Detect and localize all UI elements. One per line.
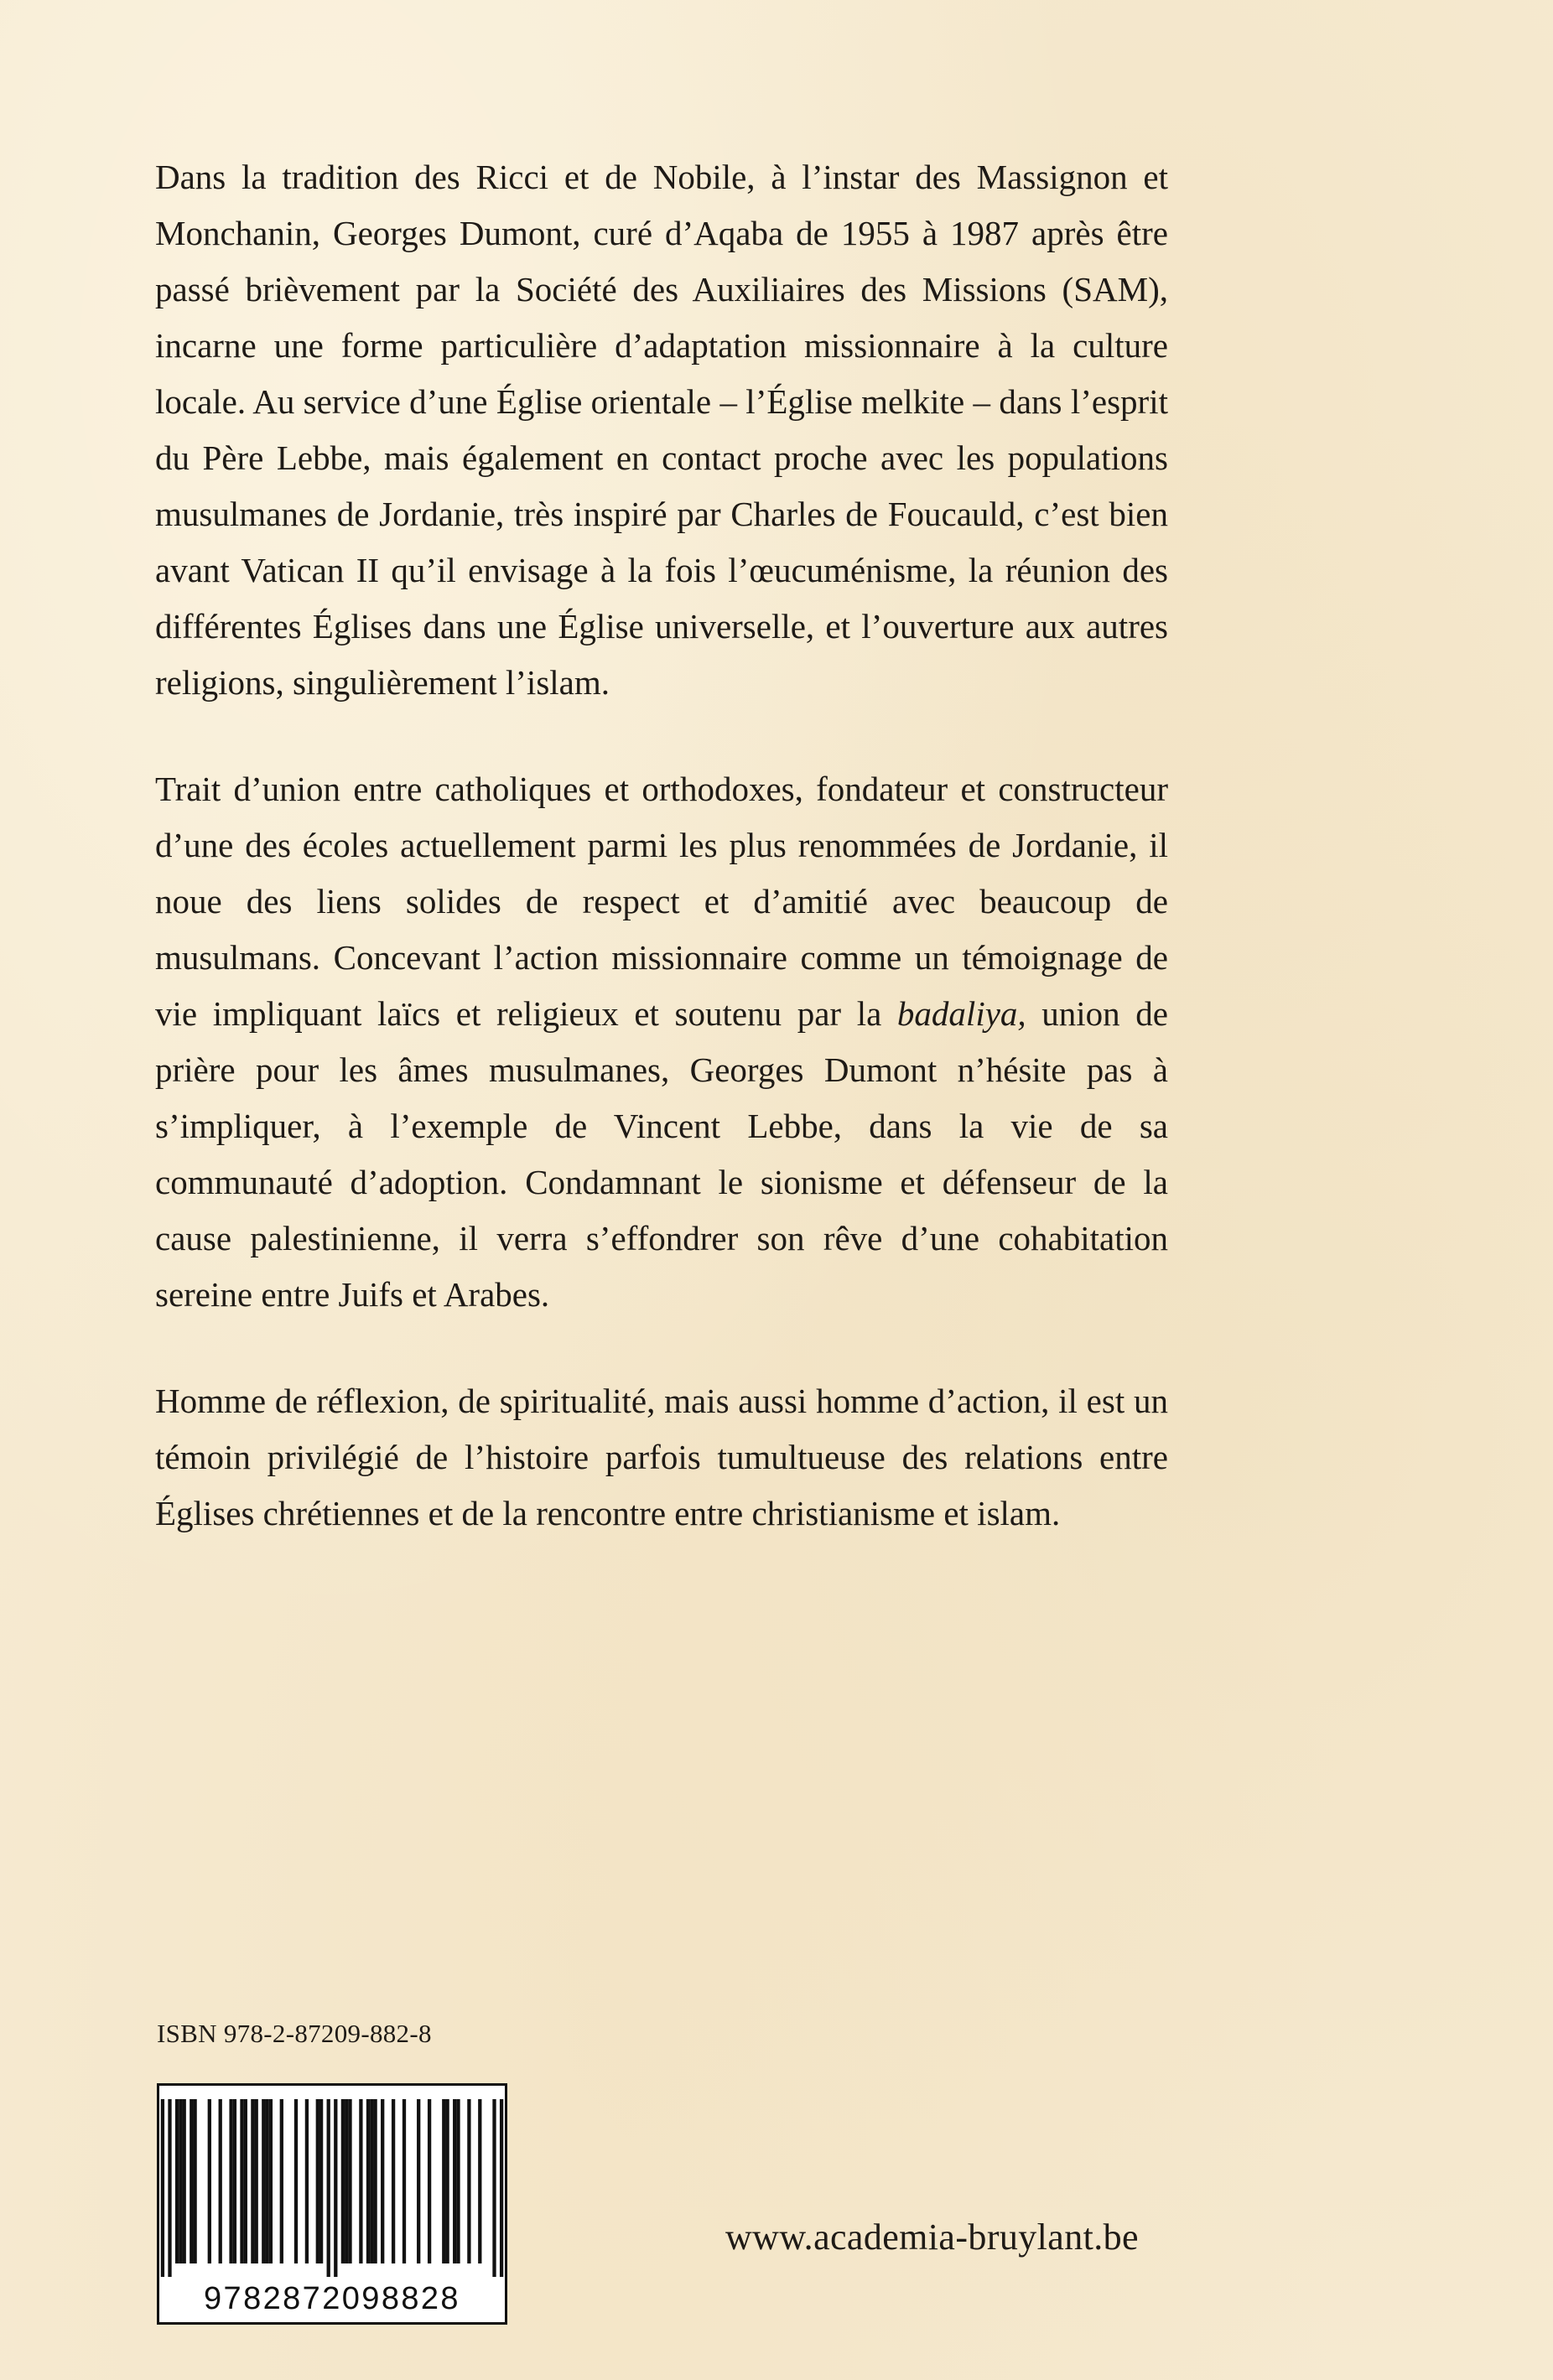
barcode-bar xyxy=(327,2099,330,2277)
barcode-bar xyxy=(478,2099,481,2263)
barcode-bar xyxy=(244,2099,247,2263)
barcode-bar xyxy=(442,2099,445,2263)
paragraph-text: Dans la tradition des Ricci et de Nobile, à l’instar des Massignon et Monchanin, Georges Dumont, curé d’Aqaba de 1955 à 1987 après être passé brièvement par la Société des Auxiliaires des Missions (SAM), incarne une forme particulière d’adaptation missionnaire à la culture locale. Au service d’une Église orientale – l’Église melkite – dans l’esprit du Père Lebbe, mais également en contact proche avec les populations musulmanes de Jordanie, très inspiré par Charles de Foucauld, c’est bien avant Vatican II qu’il envisage à la fois l’œucuménisme, la réunion des différentes Églises dans une Église universelle, et l’ouverture aux autres religions, singulièrement l’islam. xyxy=(155,158,1168,702)
publisher-website[interactable]: www.academia-bruylant.be xyxy=(725,2217,1139,2258)
barcode-bar xyxy=(229,2099,232,2263)
barcode-bar xyxy=(269,2099,273,2263)
paragraph-text: Homme de réflexion, de spiritualité, mais aussi homme d’action, il est un témoin privilégié de l’histoire parfois tumultueuse des relations entre Églises chrétiennes et de la rencontre entre christianisme et islam. xyxy=(155,1382,1168,1532)
barcode-bar xyxy=(262,2099,265,2263)
barcode-bar xyxy=(208,2099,211,2263)
paragraph-text: Trait d’union entre catholiques et orthodoxes, fondateur et constructeur d’une des écoles actuellement parmi les plus renommées de Jordanie, il noue des liens solides de respect et d’amitié avec beaucoup de musulmans. Concevant l’action missionnaire comme un témoignage de vie impliquant laïcs et religieux et soutenu par la xyxy=(155,770,1168,1033)
italic-term: badaliya, xyxy=(896,994,1026,1033)
barcode-bar xyxy=(370,2099,373,2263)
barcode-bar xyxy=(417,2099,420,2263)
barcode-bar xyxy=(456,2099,460,2263)
barcode-bar xyxy=(190,2099,193,2263)
barcode-bar xyxy=(255,2099,258,2263)
barcode-bar xyxy=(428,2099,431,2263)
barcode-bar xyxy=(316,2099,319,2263)
barcode-bar xyxy=(183,2099,186,2263)
barcode-bar xyxy=(219,2099,222,2263)
barcode-bar xyxy=(175,2099,179,2263)
barcode-bar xyxy=(359,2099,362,2263)
barcode-bar xyxy=(366,2099,370,2263)
barcode-bar xyxy=(403,2099,406,2263)
barcode-bar xyxy=(467,2099,470,2263)
barcode-bar xyxy=(445,2099,449,2263)
blurb-text xyxy=(155,149,1168,1592)
blurb-paragraph-1 xyxy=(155,149,1168,711)
barcode-bar xyxy=(381,2099,384,2263)
barcode-bar xyxy=(319,2099,323,2263)
isbn-barcode xyxy=(157,2083,507,2325)
barcode-bar xyxy=(193,2099,196,2263)
barcode-bar xyxy=(334,2099,337,2277)
barcode-bar xyxy=(348,2099,351,2263)
barcode-bar xyxy=(280,2099,283,2263)
barcode-bar xyxy=(265,2099,268,2263)
barcode-bar xyxy=(392,2099,395,2263)
barcode-bar xyxy=(179,2099,182,2263)
barcode-bar xyxy=(492,2099,496,2277)
isbn-label: ISBN 978-2-87209-882-8 xyxy=(157,2019,432,2048)
paragraph-text: union de prière pour les âmes musulmanes, Georges Dumont n’hésite pas à s’impliquer, à l’exemple de Vincent Lebbe, dans la vie de sa communauté d’adoption. Condamnant le sionisme et défenseur de la cause palestinienne, il verra s’effondrer son rêve d’une cohabitation sereine entre Juifs et Arabes. xyxy=(155,994,1169,1314)
barcode-bar xyxy=(341,2099,345,2263)
barcode-bar xyxy=(233,2099,236,2263)
barcode-bar xyxy=(161,2099,164,2277)
blurb-paragraph-3 xyxy=(155,1373,1168,1542)
barcode-bar xyxy=(305,2099,309,2263)
barcode-bar xyxy=(345,2099,348,2263)
barcode-bar xyxy=(240,2099,243,2263)
barcode-bar xyxy=(168,2099,171,2277)
barcode-bar xyxy=(453,2099,456,2263)
barcode-digits: 9782872098828 xyxy=(204,2281,460,2316)
barcode-bar xyxy=(500,2099,503,2277)
blurb-paragraph-2 xyxy=(155,761,1168,1323)
barcode-bar xyxy=(373,2099,377,2263)
barcode-bar xyxy=(251,2099,254,2263)
barcode-bar xyxy=(294,2099,298,2263)
